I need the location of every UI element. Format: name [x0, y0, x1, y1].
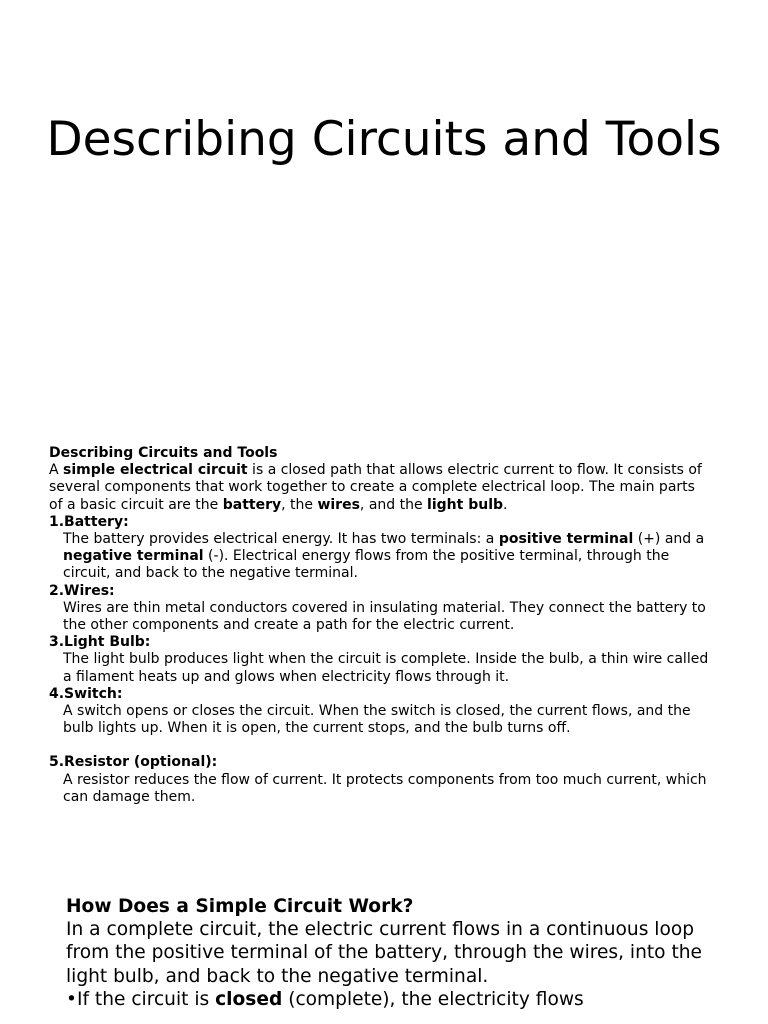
bullet-text-1: If the circuit is — [76, 988, 216, 1010]
intro-bold-3: wires — [317, 496, 360, 513]
battery-text-3: (-). Electrical energy flows from the positive terminal, through the circuit, and back to the negative terminal. — [63, 548, 670, 582]
item-text-light-bulb: The light bulb produces light when the circuit is complete. Inside the bulb, a thin wire called a filament heats up and glows when electricity flows through it. — [63, 651, 709, 685]
intro-bold-1: simple electrical circuit — [63, 462, 248, 479]
item-text-resistor: A resistor reduces the flow of current. It protects components from too much current, which can damage them. — [63, 771, 707, 805]
battery-bold-2: negative terminal — [63, 548, 204, 565]
battery-bold-1: positive terminal — [498, 531, 634, 548]
intro-paragraph — [49, 462, 709, 514]
intro-text-3: , the — [281, 496, 318, 513]
section2-heading-text: How Does a Simple Circuit Work? — [66, 896, 414, 917]
intro-text-4: , and the — [359, 496, 428, 513]
item-heading-resistor: 5.Resistor (optional): — [49, 754, 218, 771]
bullet-text-2: (complete), the electricity flows — [282, 988, 584, 1010]
battery-text-2: (+) and a — [633, 531, 705, 548]
item-heading-switch: 4.Switch: — [49, 685, 123, 702]
item-text-switch: A switch opens or closes the circuit. When the switch is closed, the current flows, and the bulb lights up. When it is open, the current stops, and the bulb turns off. — [63, 703, 691, 737]
battery-text-1: The battery provides electrical energy. It has two terminals: a — [63, 531, 499, 548]
page-title: Describing Circuits and Tools — [46, 112, 722, 167]
bullet-item — [66, 988, 706, 1011]
circuits-section — [49, 445, 709, 806]
section2-paragraph: In a complete circuit, the electric current flows in a continuous loop from the positive terminal of the battery, through the wires, into the light bulb, and back to the negative terminal. — [66, 919, 702, 987]
bullet-marker: • — [66, 988, 77, 1010]
intro-bold-4: light bulb — [427, 496, 504, 513]
item-heading-battery: 1.Battery: — [49, 513, 129, 530]
item-text-battery — [49, 531, 709, 583]
section-heading: Describing Circuits and Tools — [49, 445, 278, 461]
intro-bold-2: battery — [222, 496, 282, 513]
intro-text-5: . — [503, 496, 508, 513]
how-circuit-works-section — [66, 895, 706, 1011]
item-text-wires: Wires are thin metal conductors covered in insulating material. They connect the battery to the other components and create a path for the electric current. — [63, 599, 706, 634]
item-heading-light-bulb: 3.Light Bulb: — [49, 634, 151, 651]
section2-heading — [66, 895, 706, 918]
spacer — [49, 737, 709, 754]
intro-text-1: A — [49, 462, 64, 479]
item-heading-wires: 2.Wires: — [49, 582, 115, 599]
intro-text-2: is a closed path that allows electric current to flow. It consists of several components that work together to create a complete electrical loop. The main parts of a basic circuit are the — [49, 462, 702, 513]
bullet-bold: closed — [215, 988, 283, 1010]
